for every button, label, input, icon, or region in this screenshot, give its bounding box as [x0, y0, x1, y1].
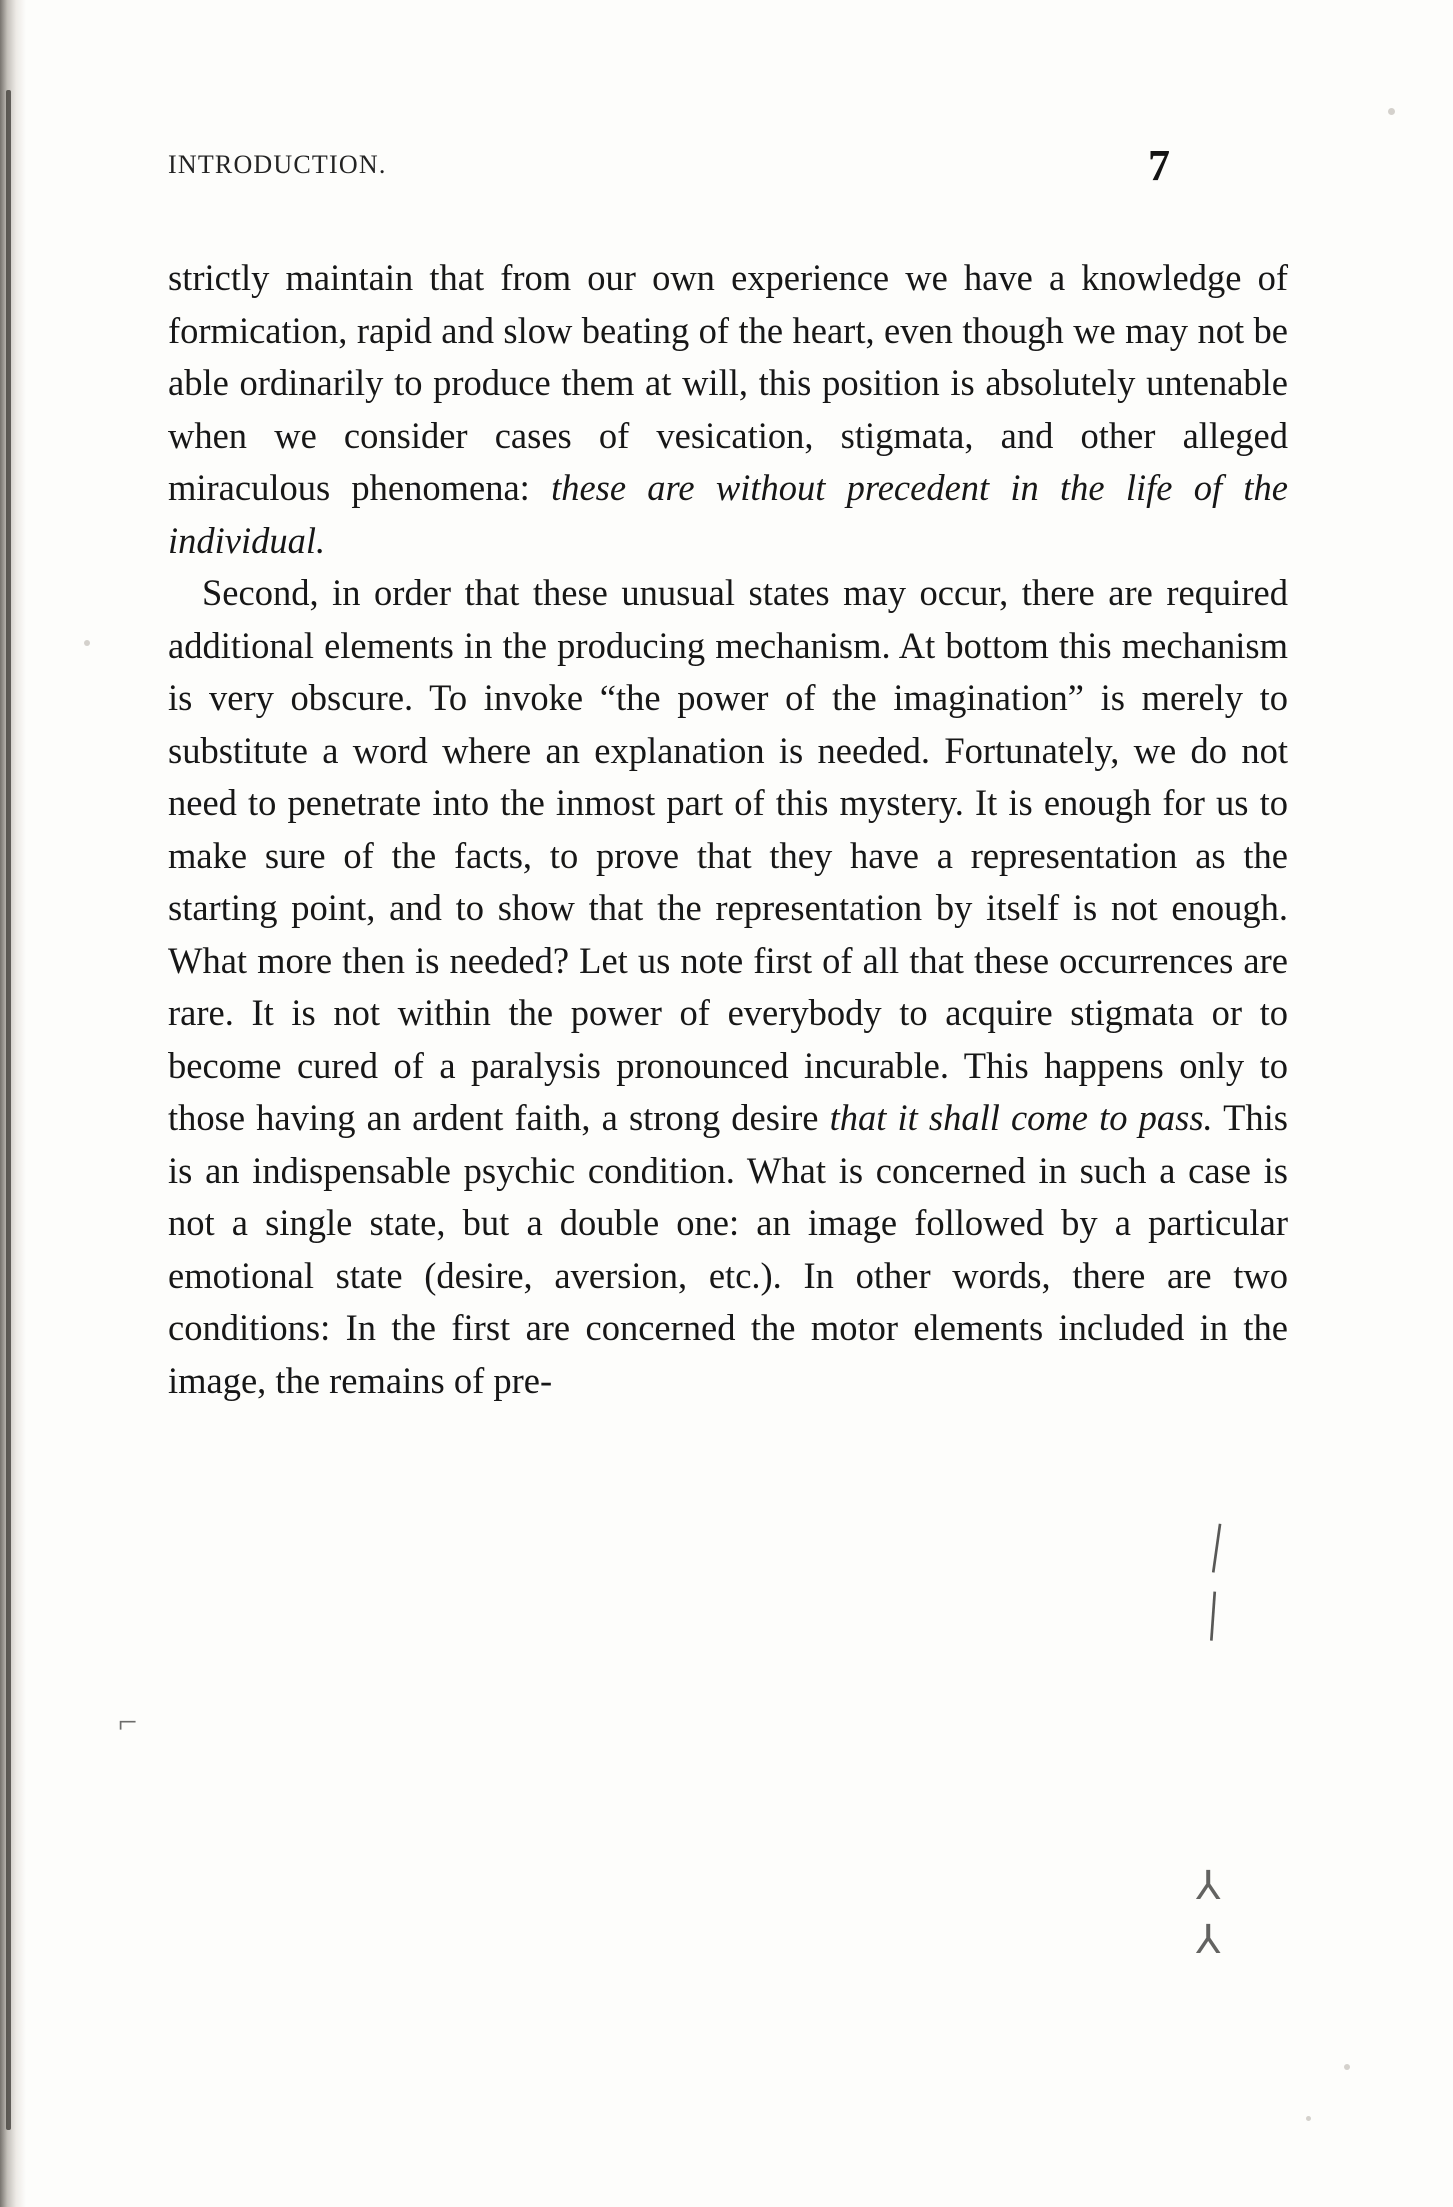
page-content	[168, 141, 1289, 1407]
paragraph-1	[168, 252, 1288, 567]
scan-artifact-mark: ⌐	[118, 1704, 138, 1741]
scan-artifact-mark: ⅄	[1196, 1863, 1221, 1908]
running-head-title: INTRODUCTION.	[168, 150, 387, 179]
scan-artifact-mark: |	[1207, 1512, 1227, 1574]
scan-artifact-mark: ⅄	[1196, 1917, 1221, 1962]
paragraph-1-run-2-italic: these are without precedent in the life of the individual.	[168, 467, 1288, 561]
scan-artifact-mark: |	[1205, 1580, 1221, 1642]
paragraph-1-run-1: strictly maintain that from our own experience we have a knowledge of formication, rapid and slow beating of the heart, even though we may not be able ordinarily to produce them at will, this position is absolutely untenable when we consider cases of vesication, stigmata, and other alleged miraculous phenomena:	[168, 257, 1288, 508]
page-gutter-line	[6, 90, 11, 2130]
running-head	[168, 141, 1288, 210]
scan-speck	[1344, 2064, 1350, 2070]
paragraph-2-run-1: Second, in order that these unusual states may occur, there are required additional elements in the producing mechanism. At bottom this mechanism is very obscure. To invoke “the power of the imagination” is merely to substitute a word where an explanation is needed. Fortunately, we do not need to penetrate into the inmost part of this mystery. It is enough for us to make sure of the facts, to prove that they have a representation as the starting point, and to show that the representation by itself is not enough. What more then is needed? Let us note first of all that these occurrences are rare. It is not within the power of everybody to acquire stigmata or to become cured of a paralysis pronounced incurable. This happens only to those having an ardent faith, a strong desire	[168, 572, 1288, 1138]
scan-speck	[84, 640, 90, 646]
paragraph-2-run-3: This is an indispensable psychic condition. What is concerned in such a case is not a single state, but a double one: an image followed by a particular emotional state (desire, aversion, etc.). In other words, there are two conditions: In the first are concerned the motor elements included in the image, the remains of pre-	[168, 1097, 1289, 1401]
scan-speck	[1388, 108, 1395, 115]
paragraph-2-run-2-italic: that it shall come to pass.	[829, 1097, 1213, 1138]
page-gutter-shadow	[0, 0, 26, 2207]
scan-speck	[1306, 2116, 1311, 2121]
paragraph-2	[168, 567, 1288, 1407]
body-text	[168, 252, 1288, 1407]
page-number: 7	[1148, 141, 1170, 190]
